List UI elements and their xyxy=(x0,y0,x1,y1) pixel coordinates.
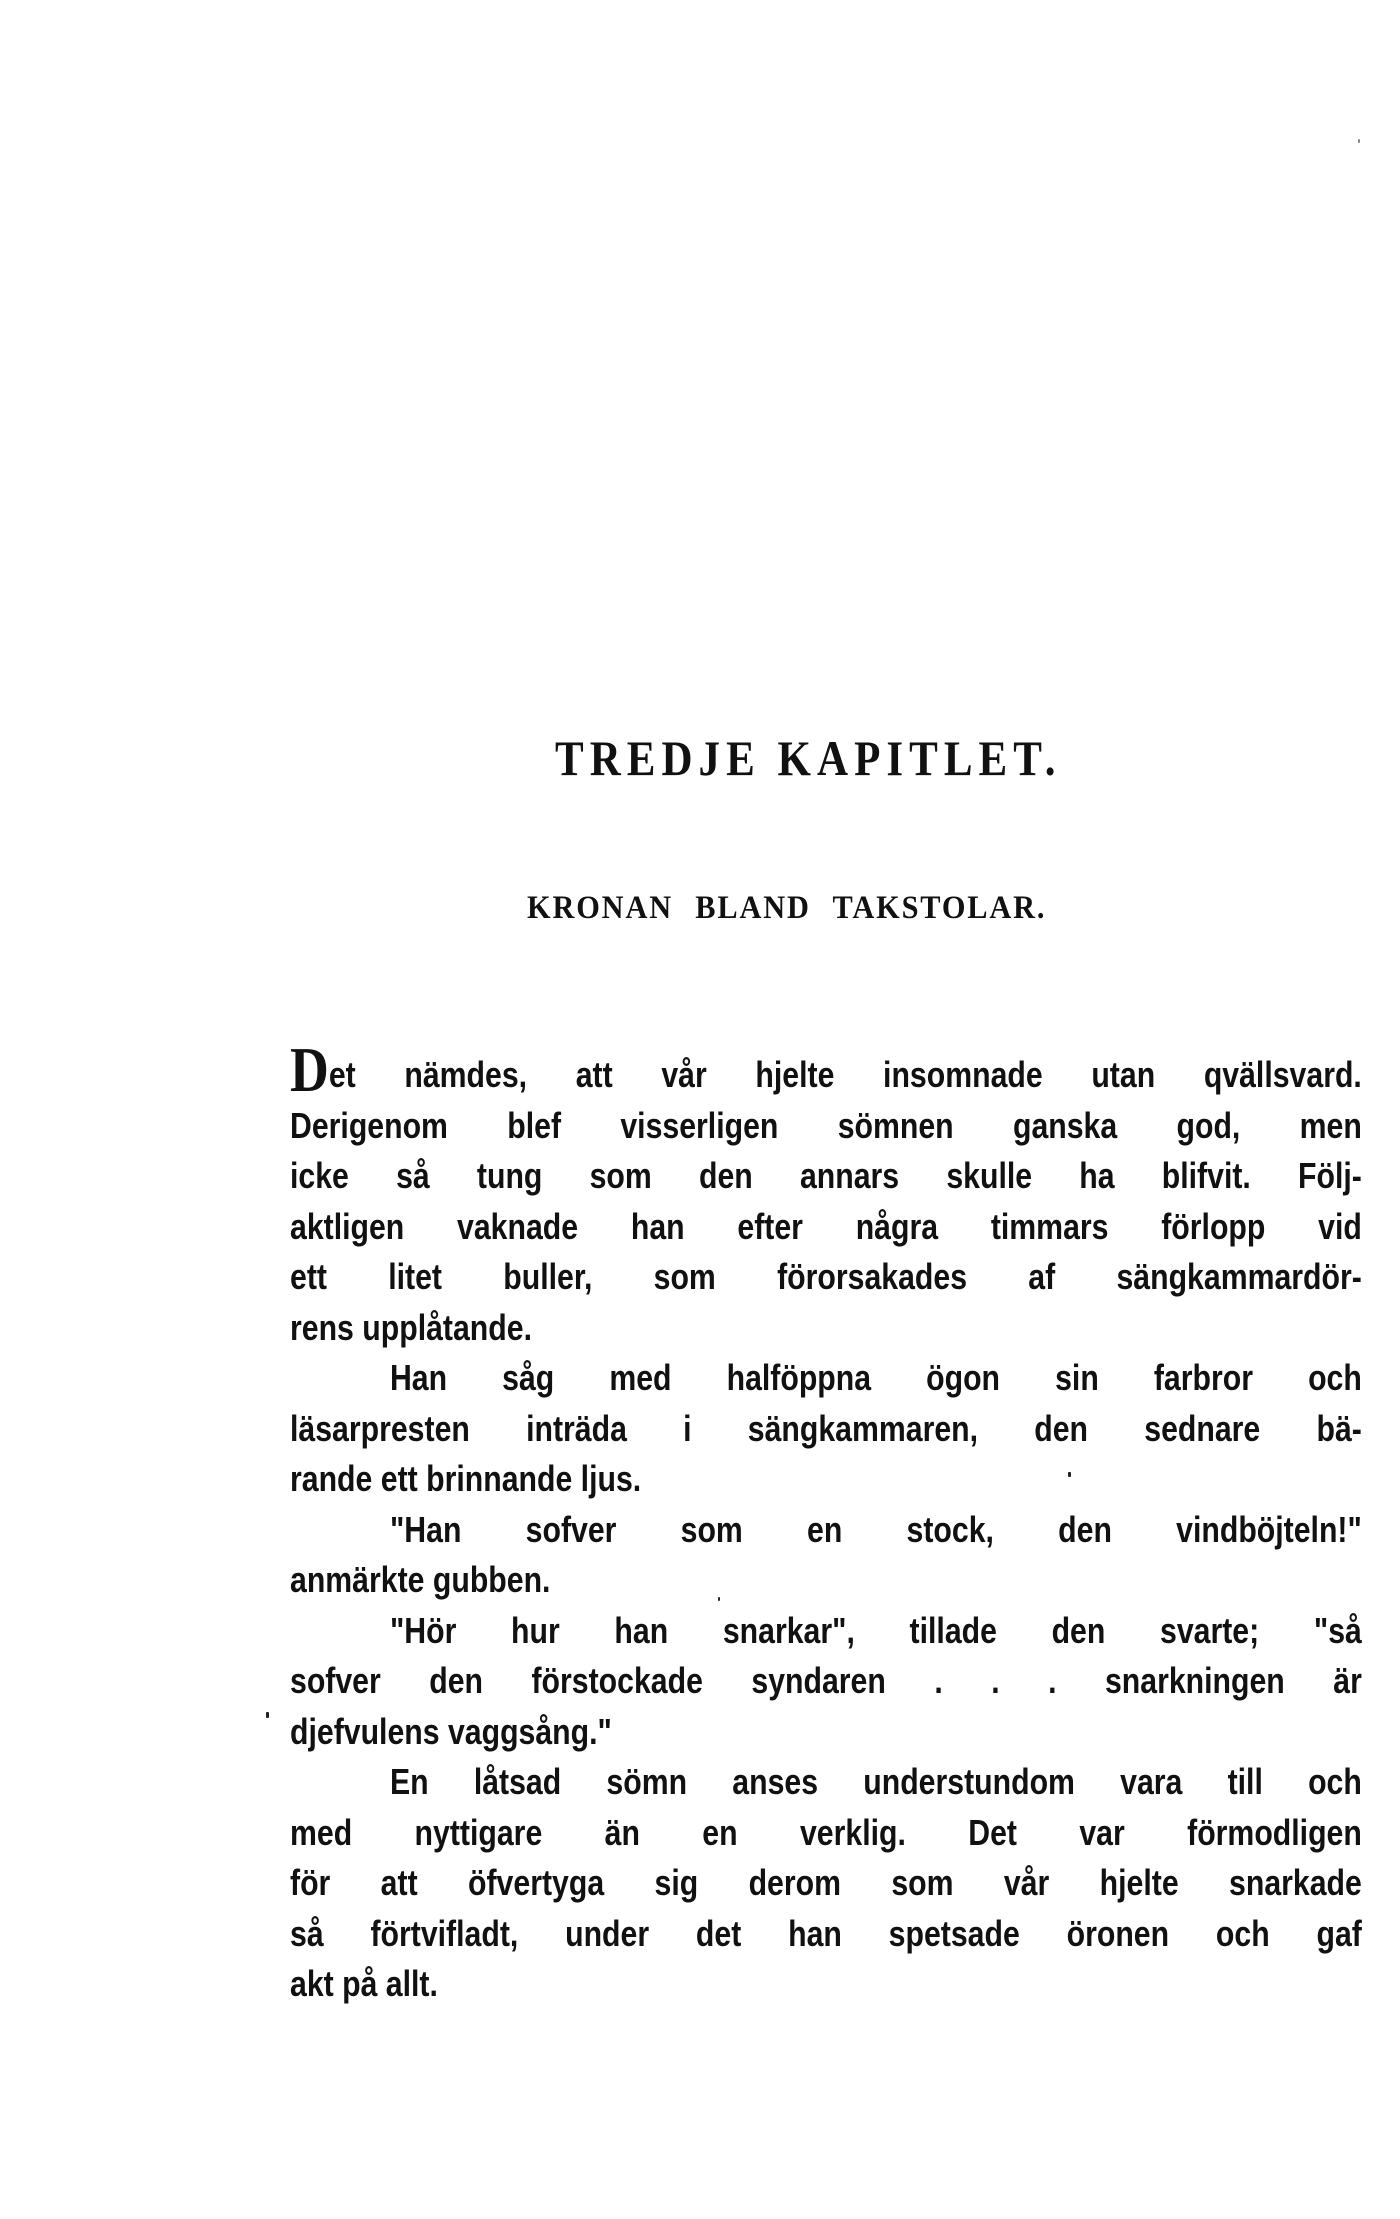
print-speck xyxy=(266,1712,269,1718)
text-line: icke så tung som den annars skulle ha blifvit. Följ- xyxy=(290,1155,1362,1196)
text-line: Derigenom blef visserligen sömnen ganska god, men xyxy=(290,1104,1362,1146)
text-line: sofver den förstockade syndaren . . . snarkningen är xyxy=(290,1660,1362,1701)
text-line: så förtvifladt, under det han spetsade öronen och gaf xyxy=(290,1912,1362,1954)
text-line: "Hör hur han snarkar", tillade den svarte; "så xyxy=(389,1609,1362,1651)
chapter-body xyxy=(290,1034,1362,2010)
text-line: ett litet buller, som förorsakades af sängkammardör- xyxy=(290,1256,1362,1297)
chapter-title: TREDJE KAPITLET. xyxy=(555,730,1062,786)
text-line: Det nämdes, att vår hjelte insomnade utan qvällsvard. xyxy=(290,1034,1362,1105)
text-line: akt på allt. xyxy=(290,1963,438,2004)
text-line: för att öfvertyga sig derom som vår hjelte snarkade xyxy=(290,1862,1362,1903)
text-line: läsarpresten inträda i sängkammaren, den sednare bä- xyxy=(290,1407,1362,1449)
text-line: Han såg med halföppna ögon sin farbror och xyxy=(389,1357,1362,1398)
print-speck xyxy=(1068,1472,1071,1477)
text-line: aktligen vaknade han efter några timmars förlopp vid xyxy=(290,1205,1362,1247)
text-line: med nyttigare än en verklig. Det var förmodligen xyxy=(290,1811,1362,1853)
text-line: "Han sofver som en stock, den vindböjteln!" xyxy=(389,1508,1362,1550)
text-line: anmärkte gubben. xyxy=(290,1559,551,1600)
text-line: En låtsad sömn anses understundom vara till och xyxy=(389,1761,1362,1802)
chapter-subtitle: KRONAN BLAND TAKSTOLAR. xyxy=(527,890,1047,926)
print-speck xyxy=(718,1597,720,1601)
text-line: rens upplåtande. xyxy=(290,1306,532,1348)
text-line: djefvulens vaggsång." xyxy=(290,1710,612,1752)
drop-cap: D xyxy=(290,1034,329,1105)
text-line: rande ett brinnande ljus. xyxy=(290,1458,642,1499)
print-speck xyxy=(1358,139,1360,143)
